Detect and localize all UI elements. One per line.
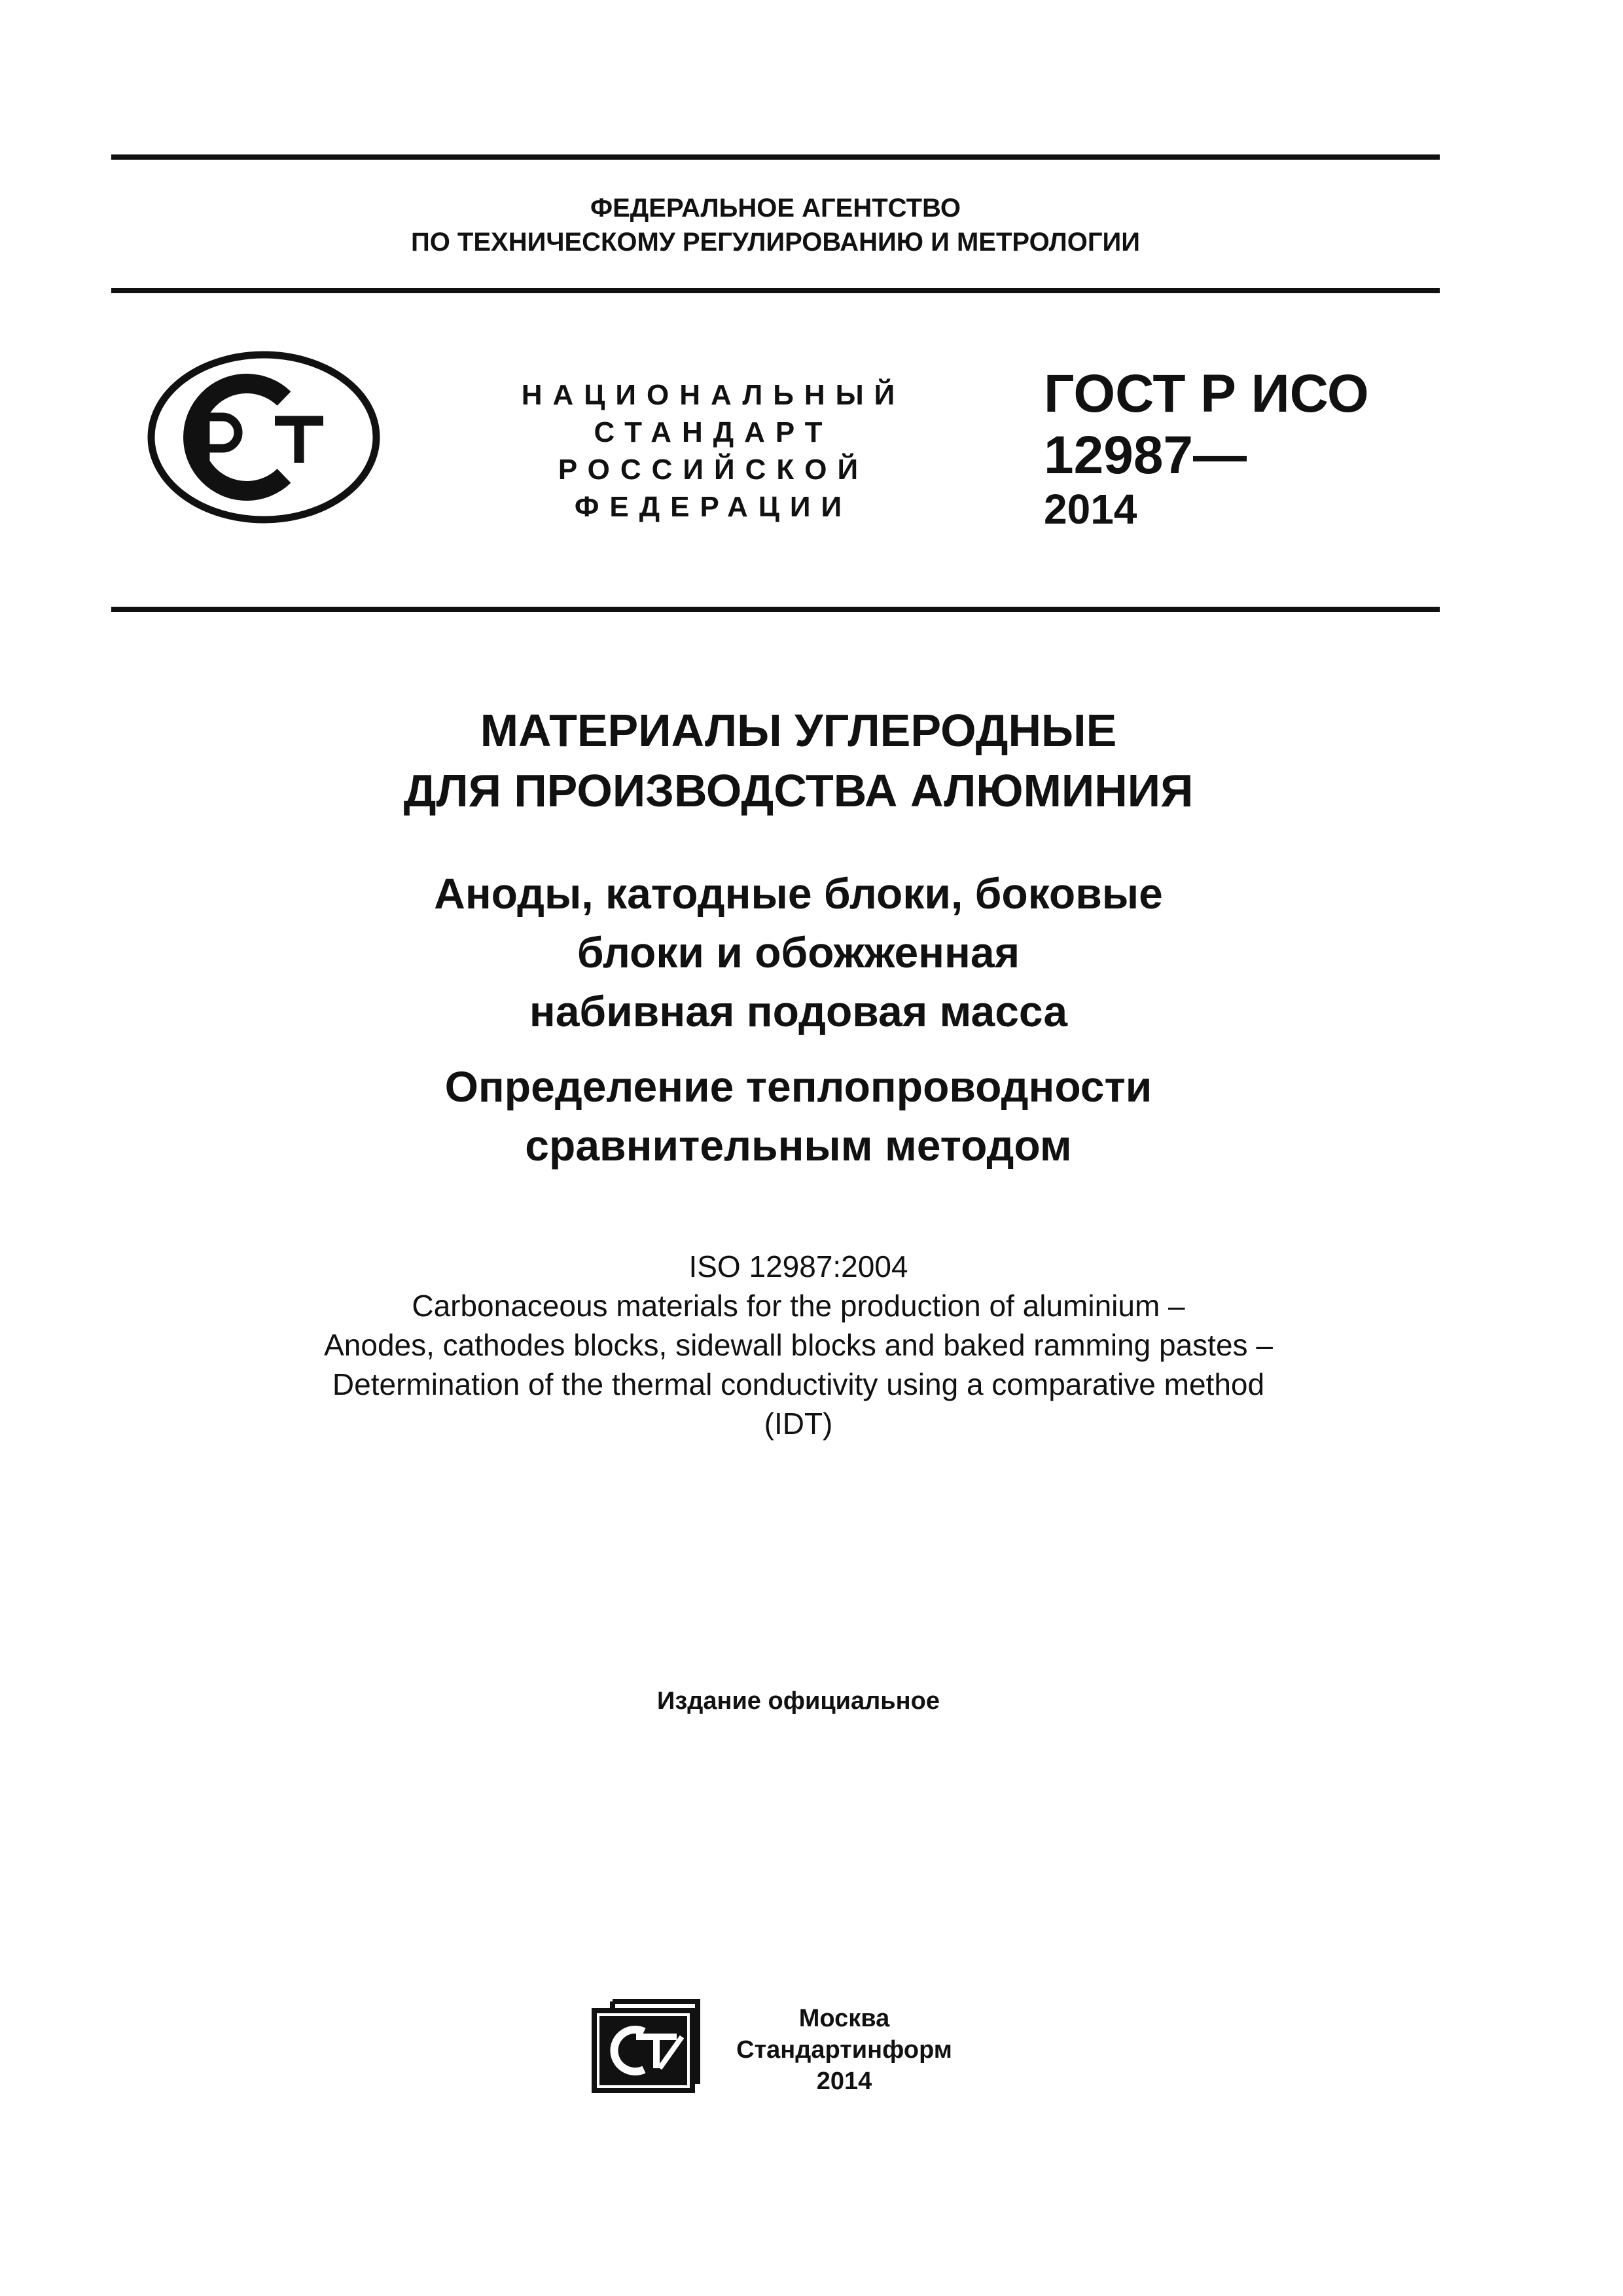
iso-reference <box>111 1247 1486 1443</box>
national-line-4: ФЕДЕРАЦИИ <box>574 491 853 523</box>
iso-line-3: Anodes, cathodes blocks, sidewall blocks and baked ramming pastes – <box>324 1328 1273 1362</box>
national-line-3: РОССИЙСКОЙ <box>558 454 869 486</box>
title-line-2: ДЛЯ ПРОИЗВОДСТВА АЛЮМИНИЯ <box>403 765 1194 816</box>
iso-line-1: ISO 12987:2004 <box>688 1249 908 1283</box>
agency-line-1: ФЕДЕРАЛЬНОЕ АГЕНТСТВО <box>590 194 961 223</box>
iso-line-5: (IDT) <box>764 1407 833 1441</box>
document-title <box>111 700 1486 821</box>
top-rule <box>111 154 1440 160</box>
iso-line-2: Carbonaceous materials for the production of aluminium – <box>412 1289 1185 1323</box>
designation-year: 2014 <box>1044 486 1137 533</box>
header-divider-rule <box>111 288 1440 293</box>
agency-header <box>111 191 1440 259</box>
iso-line-4: Determination of the thermal conductivity using a comparative method <box>332 1367 1265 1401</box>
agency-line-2: ПО ТЕХНИЧЕСКОМУ РЕГУЛИРОВАНИЮ И МЕТРОЛОГИИ <box>410 228 1141 257</box>
subtitle-line-3: набивная подовая масса <box>529 987 1068 1035</box>
rst-mark-icon <box>145 349 383 526</box>
title-divider-rule <box>111 607 1440 612</box>
publisher-name: Стандартинформ <box>736 2036 952 2064</box>
designation-line-2: 12987— <box>1044 425 1247 485</box>
method-line-2: сравнительным методом <box>525 1121 1072 1170</box>
publisher-city: Москва <box>798 2005 890 2032</box>
document-subtitle <box>111 864 1486 1041</box>
national-line-1: НАЦИОНАЛЬНЫЙ <box>521 379 906 411</box>
publisher-imprint <box>707 2003 982 2097</box>
standard-designation <box>1044 363 1369 532</box>
national-standard-label <box>497 376 929 526</box>
subtitle-line-2: блоки и обожженная <box>577 928 1020 977</box>
standartinform-logo-icon <box>590 1996 700 2094</box>
subtitle-line-1: Аноды, катодные блоки, боковые <box>434 869 1163 918</box>
document-method-title <box>111 1057 1486 1175</box>
designation-line-1: ГОСТ Р ИСО <box>1044 364 1369 423</box>
official-edition-label: Издание официальное <box>657 1687 940 1715</box>
method-line-1: Определение теплопроводности <box>444 1062 1152 1111</box>
national-line-2: СТАНДАРТ <box>594 416 833 448</box>
title-line-1: МАТЕРИАЛЫ УГЛЕРОДНЫЕ <box>480 705 1117 756</box>
publisher-year: 2014 <box>816 2068 872 2095</box>
